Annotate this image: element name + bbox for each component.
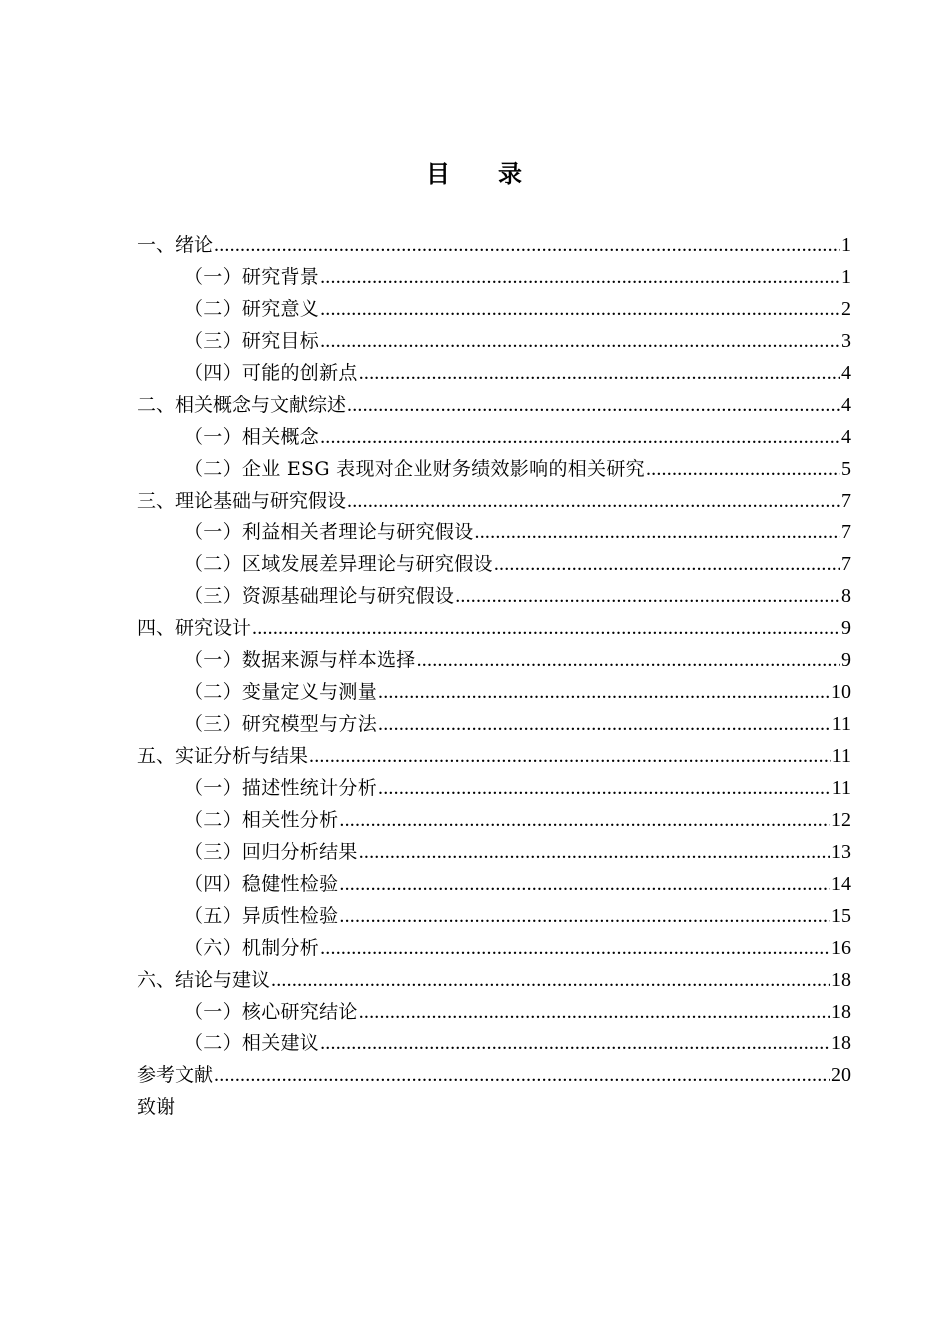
toc-entry-label: 三、理论基础与研究假设 bbox=[137, 489, 347, 512]
toc-entry[interactable] bbox=[137, 613, 851, 645]
toc-dot-leader bbox=[320, 326, 840, 358]
toc-entry[interactable] bbox=[137, 901, 851, 933]
toc-entry[interactable] bbox=[137, 230, 851, 262]
toc-entry-label: （三）研究目标 bbox=[184, 329, 320, 352]
toc-dot-leader bbox=[378, 773, 831, 805]
toc-page-number: 1 bbox=[841, 234, 851, 256]
toc-page-number: 20 bbox=[831, 1064, 851, 1087]
toc-entry-label: （三）回归分析结果 bbox=[184, 840, 358, 863]
toc-dot-leader bbox=[359, 837, 830, 869]
toc-entry-label: （四）稳健性检验 bbox=[184, 872, 339, 895]
toc-page-number: 14 bbox=[831, 872, 851, 895]
toc-page-number: 3 bbox=[841, 329, 851, 352]
toc-entry-label: （二）区域发展差异理论与研究假设 bbox=[184, 553, 493, 576]
toc-dot-leader bbox=[359, 358, 840, 390]
toc-page-number: 1 bbox=[841, 265, 851, 288]
toc-entry-label: （一）核心研究结论 bbox=[184, 1000, 358, 1023]
toc-page-number: 10 bbox=[831, 681, 851, 704]
toc-entry[interactable] bbox=[137, 262, 851, 294]
toc-entry[interactable] bbox=[137, 645, 851, 677]
toc-entry-label: （二）企业 ESG 表现对企业财务绩效影响的相关研究 bbox=[184, 457, 645, 480]
toc-entry-label: （六）机制分析 bbox=[184, 936, 320, 959]
toc-page-number: 13 bbox=[831, 840, 851, 863]
toc-page-number: 7 bbox=[841, 521, 851, 544]
toc-entry-label: （二）相关建议 bbox=[184, 1032, 320, 1055]
toc-entry[interactable] bbox=[137, 294, 851, 326]
toc-dot-leader bbox=[378, 677, 830, 709]
toc-entry-label: （五）异质性检验 bbox=[184, 904, 339, 927]
toc-entry-label: （四）可能的创新点 bbox=[184, 361, 358, 384]
toc-entry[interactable] bbox=[137, 741, 851, 773]
toc-entry[interactable] bbox=[137, 1092, 851, 1124]
toc-dot-leader bbox=[455, 581, 840, 613]
table-of-contents bbox=[137, 230, 851, 1124]
toc-entry-label: （二）变量定义与测量 bbox=[184, 681, 378, 704]
toc-page-number: 11 bbox=[831, 776, 851, 799]
toc-entry[interactable] bbox=[137, 677, 851, 709]
toc-dot-leader bbox=[339, 869, 830, 901]
toc-entry[interactable] bbox=[137, 390, 851, 422]
toc-dot-leader bbox=[214, 1060, 830, 1092]
toc-entry-label: （二）相关性分析 bbox=[184, 808, 339, 831]
toc-entry[interactable] bbox=[137, 965, 851, 997]
toc-dot-leader bbox=[339, 901, 830, 933]
toc-page-number: 9 bbox=[841, 617, 851, 640]
toc-dot-leader bbox=[320, 1028, 830, 1060]
toc-entry[interactable] bbox=[137, 581, 851, 613]
toc-entry[interactable] bbox=[137, 933, 851, 965]
toc-dot-leader bbox=[339, 805, 830, 837]
toc-page-number: 9 bbox=[841, 649, 851, 672]
toc-entry[interactable] bbox=[137, 1060, 851, 1092]
page-title-part-2: 录 bbox=[498, 160, 524, 188]
toc-page-number: 4 bbox=[841, 361, 851, 384]
toc-entry-label: （三）研究模型与方法 bbox=[184, 713, 378, 736]
toc-entry-label: 四、研究设计 bbox=[137, 617, 252, 640]
page-title-part-1: 目 bbox=[426, 160, 452, 188]
toc-entry-label: （二）研究意义 bbox=[184, 297, 320, 320]
toc-entry[interactable] bbox=[137, 358, 851, 390]
toc-page-number: 18 bbox=[831, 1032, 851, 1055]
toc-dot-leader bbox=[320, 294, 840, 326]
toc-page-number: 12 bbox=[831, 808, 851, 831]
toc-dot-leader bbox=[271, 965, 830, 997]
toc-dot-leader bbox=[646, 454, 840, 486]
toc-page-number: 4 bbox=[841, 393, 851, 416]
toc-page-number: 4 bbox=[841, 425, 851, 448]
toc-page-number: 7 bbox=[841, 553, 851, 576]
toc-dot-leader bbox=[320, 422, 840, 454]
toc-page-number: 18 bbox=[831, 1000, 851, 1023]
toc-dot-leader bbox=[417, 645, 840, 677]
toc-dot-leader bbox=[494, 549, 840, 581]
toc-entry[interactable] bbox=[137, 422, 851, 454]
toc-dot-leader bbox=[309, 741, 831, 773]
toc-entry[interactable] bbox=[137, 1028, 851, 1060]
toc-entry[interactable] bbox=[137, 869, 851, 901]
toc-entry[interactable] bbox=[137, 773, 851, 805]
toc-page-number: 11 bbox=[831, 713, 851, 736]
toc-entry-label: 参考文献 bbox=[137, 1064, 214, 1087]
toc-entry-label: （一）研究背景 bbox=[184, 265, 320, 288]
toc-dot-leader bbox=[347, 390, 840, 422]
toc-entry[interactable] bbox=[137, 486, 851, 518]
toc-page-number: 8 bbox=[841, 585, 851, 608]
toc-entry-label: 五、实证分析与结果 bbox=[137, 745, 309, 767]
toc-entry[interactable] bbox=[137, 517, 851, 549]
toc-page-number: 11 bbox=[831, 745, 851, 767]
toc-page-number: 5 bbox=[841, 457, 851, 480]
toc-entry[interactable] bbox=[137, 805, 851, 837]
toc-entry-label: 一、绪论 bbox=[137, 234, 214, 256]
toc-dot-leader bbox=[214, 230, 840, 262]
toc-entry-label: 二、相关概念与文献综述 bbox=[137, 393, 347, 416]
toc-entry[interactable] bbox=[137, 454, 851, 486]
toc-page-number: 16 bbox=[831, 936, 851, 959]
toc-page-number: 7 bbox=[841, 489, 851, 512]
toc-entry[interactable] bbox=[137, 709, 851, 741]
toc-page-number: 15 bbox=[831, 904, 851, 927]
toc-page-number: 18 bbox=[831, 968, 851, 991]
toc-entry-label: （一）数据来源与样本选择 bbox=[184, 649, 416, 672]
toc-page-number: 2 bbox=[841, 297, 851, 320]
toc-entry-label: （一）描述性统计分析 bbox=[184, 776, 378, 799]
toc-entry-label: 致谢 bbox=[137, 1096, 176, 1119]
toc-entry-label: （一）相关概念 bbox=[184, 425, 320, 448]
toc-dot-leader bbox=[347, 486, 840, 518]
toc-dot-leader bbox=[252, 613, 840, 645]
toc-dot-leader bbox=[320, 262, 840, 294]
toc-entry-label: （一）利益相关者理论与研究假设 bbox=[184, 521, 474, 544]
toc-dot-leader bbox=[475, 517, 840, 549]
toc-dot-leader bbox=[359, 997, 830, 1029]
toc-entry-label: 六、结论与建议 bbox=[137, 968, 271, 991]
toc-dot-leader bbox=[378, 709, 831, 741]
toc-entry-label: （三）资源基础理论与研究假设 bbox=[184, 585, 455, 608]
page-title bbox=[0, 156, 950, 192]
toc-entry[interactable] bbox=[137, 326, 851, 358]
toc-entry[interactable] bbox=[137, 997, 851, 1029]
toc-dot-leader bbox=[320, 933, 830, 965]
toc-entry[interactable] bbox=[137, 837, 851, 869]
toc-entry[interactable] bbox=[137, 549, 851, 581]
